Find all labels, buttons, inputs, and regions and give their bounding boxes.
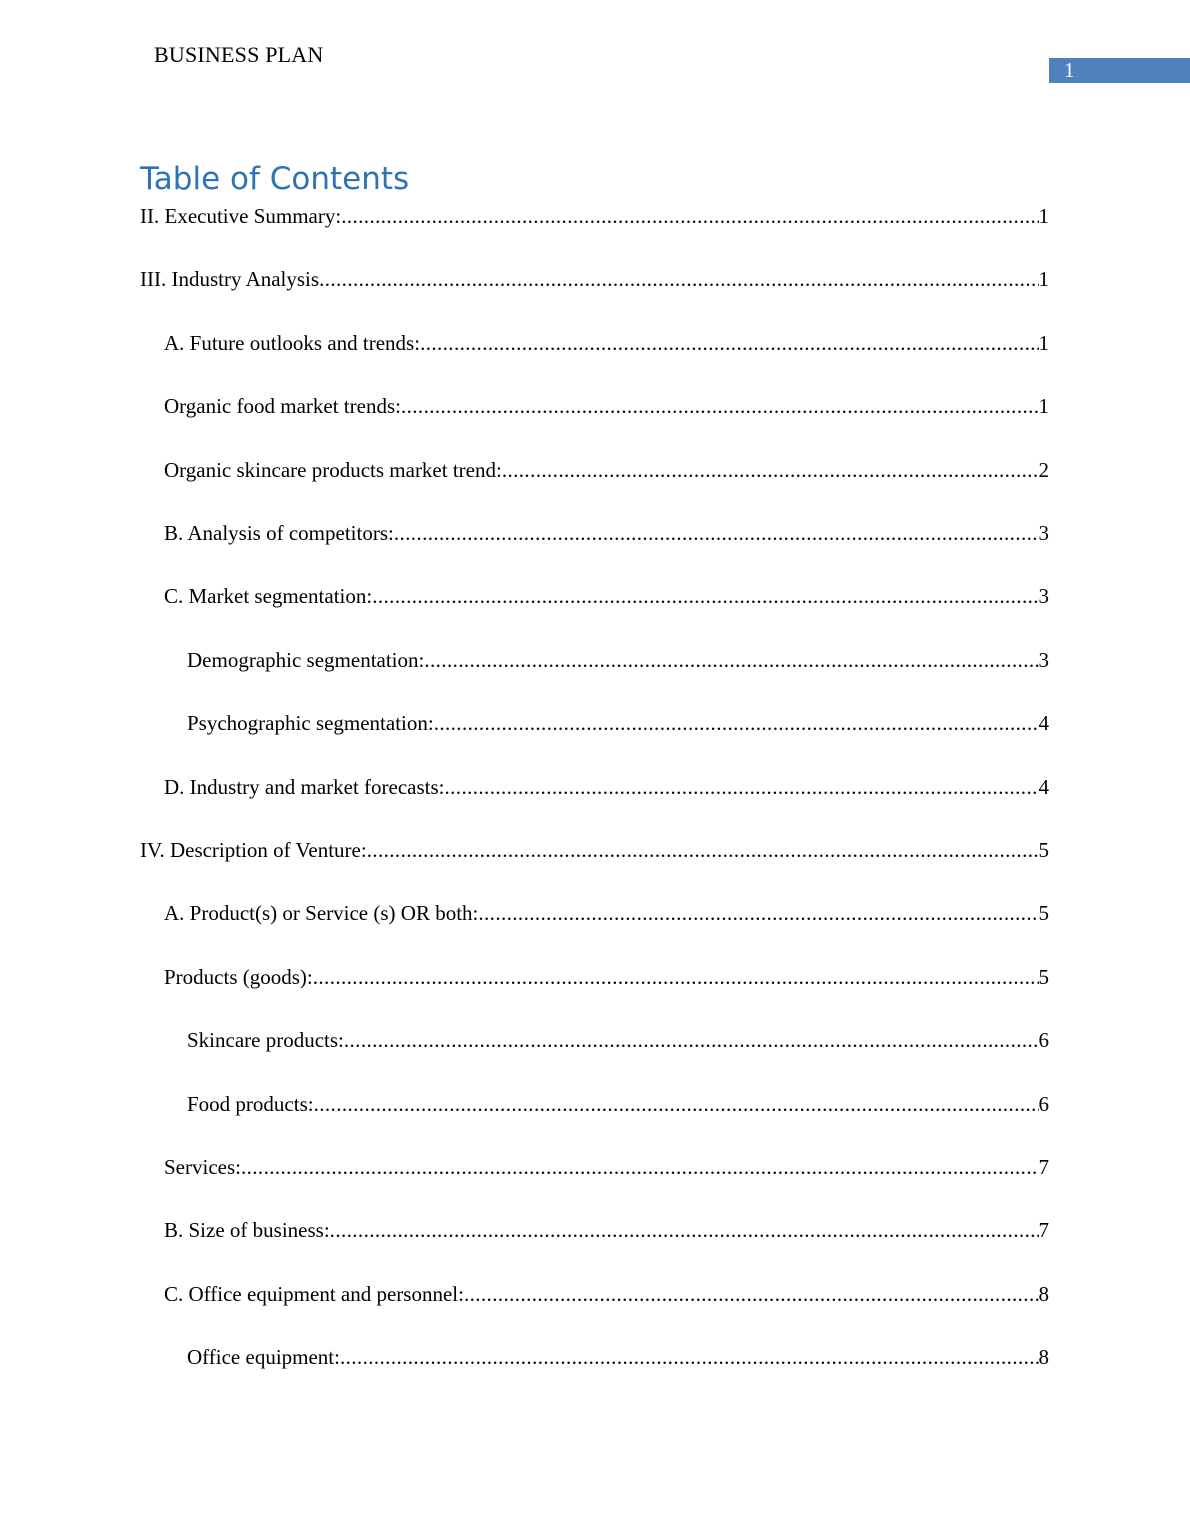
- toc-entry-label: Organic skincare products market trend:: [164, 457, 502, 482]
- toc-entry[interactable]: [164, 1280, 1049, 1308]
- toc-entry-page: 3: [1038, 584, 1049, 609]
- toc-entry-label: Demographic segmentation:: [187, 647, 425, 672]
- toc-dot-leader: [420, 329, 1038, 357]
- toc-entry-label: Office equipment:: [187, 1345, 340, 1370]
- toc-entry[interactable]: [164, 392, 1049, 420]
- toc-entry-label: Organic food market trends:: [164, 394, 401, 419]
- toc-dot-leader: [314, 1090, 1039, 1118]
- toc-entry-label: D. Industry and market forecasts:: [164, 774, 445, 799]
- toc-entry[interactable]: [164, 1153, 1049, 1181]
- toc-entry-page: 4: [1038, 774, 1049, 799]
- toc-entry[interactable]: [187, 1090, 1049, 1118]
- toc-dot-leader: [445, 773, 1039, 801]
- toc-entry-page: 5: [1038, 901, 1049, 926]
- toc-entry[interactable]: [164, 899, 1049, 927]
- toc-dot-leader: [372, 582, 1038, 610]
- toc-entry[interactable]: [164, 582, 1049, 610]
- toc-entry-label: IV. Description of Venture:: [140, 838, 367, 862]
- page-number: 1: [1064, 58, 1075, 82]
- toc-entry-label: Products (goods):: [164, 964, 313, 989]
- toc-entry-page: 5: [1038, 964, 1049, 989]
- toc-entry-page: 5: [1038, 838, 1049, 862]
- toc-dot-leader: [330, 1216, 1039, 1244]
- toc-dot-leader: [319, 265, 1038, 293]
- toc-entry-label: Food products:: [187, 1091, 314, 1116]
- toc-entry[interactable]: [164, 329, 1049, 357]
- page-number-badge: [1049, 58, 1190, 83]
- toc-entry-label: C. Market segmentation:: [164, 584, 373, 609]
- toc-entry[interactable]: [164, 963, 1049, 991]
- toc-entry-page: 8: [1038, 1345, 1049, 1370]
- toc-entry-page: 6: [1038, 1091, 1049, 1116]
- toc-entry[interactable]: [187, 1026, 1049, 1054]
- toc-entry[interactable]: [140, 202, 1049, 230]
- running-header: BUSINESS PLAN: [154, 42, 324, 67]
- toc-dot-leader: [241, 1153, 1039, 1181]
- toc-entry-label: Skincare products:: [187, 1028, 344, 1053]
- toc-entry-label: Services:: [164, 1155, 241, 1179]
- toc-dot-leader: [464, 1280, 1039, 1308]
- toc-entry-page: 1: [1038, 267, 1049, 292]
- toc-entry-label: A. Future outlooks and trends:: [164, 330, 421, 355]
- toc-entry-label: C. Office equipment and personnel:: [164, 1281, 464, 1306]
- toc-entry-label: B. Size of business:: [164, 1218, 330, 1243]
- toc-dot-leader: [367, 836, 1039, 864]
- toc-entry-page: 7: [1038, 1218, 1049, 1243]
- toc-entry-page: 3: [1038, 521, 1049, 545]
- toc-dot-leader: [424, 646, 1038, 674]
- toc-dot-leader: [340, 1343, 1039, 1371]
- toc-entry[interactable]: [164, 519, 1049, 547]
- toc-dot-leader: [341, 202, 1038, 230]
- toc-entry-page: 1: [1038, 330, 1049, 355]
- toc-title: Table of Contents: [140, 161, 410, 197]
- toc-dot-leader: [478, 899, 1038, 927]
- toc-dot-leader: [434, 709, 1039, 737]
- toc-dot-leader: [502, 456, 1039, 484]
- toc-entry-page: 4: [1038, 711, 1049, 736]
- toc-entry[interactable]: [164, 773, 1049, 801]
- toc-entry-label: Psychographic segmentation:: [187, 711, 434, 736]
- toc-dot-leader: [394, 519, 1039, 547]
- toc-entry-label: III. Industry Analysis: [140, 267, 320, 292]
- toc-entry-label: A. Product(s) or Service (s) OR both:: [164, 901, 479, 926]
- toc-entry[interactable]: [187, 709, 1049, 737]
- toc-entry[interactable]: [164, 1216, 1049, 1244]
- toc-dot-leader: [344, 1026, 1039, 1054]
- toc-entry-page: 1: [1038, 394, 1049, 419]
- toc-entry-page: 1: [1038, 204, 1049, 228]
- toc-dot-leader: [313, 963, 1039, 991]
- toc-entry-page: 6: [1038, 1028, 1049, 1053]
- toc-entry[interactable]: [164, 456, 1049, 484]
- toc-entry-page: 7: [1038, 1155, 1049, 1179]
- toc-entry[interactable]: [187, 1343, 1049, 1371]
- toc-entry-page: 3: [1038, 647, 1049, 672]
- toc-entry[interactable]: [140, 836, 1049, 864]
- toc-entry-page: 8: [1038, 1281, 1049, 1306]
- toc-entry-label: B. Analysis of competitors:: [164, 521, 394, 545]
- toc-dot-leader: [401, 392, 1039, 420]
- toc-entry[interactable]: [187, 646, 1049, 674]
- toc-entry-page: 2: [1038, 457, 1049, 482]
- toc-entry-label: II. Executive Summary:: [140, 204, 342, 228]
- toc-entry[interactable]: [140, 265, 1049, 293]
